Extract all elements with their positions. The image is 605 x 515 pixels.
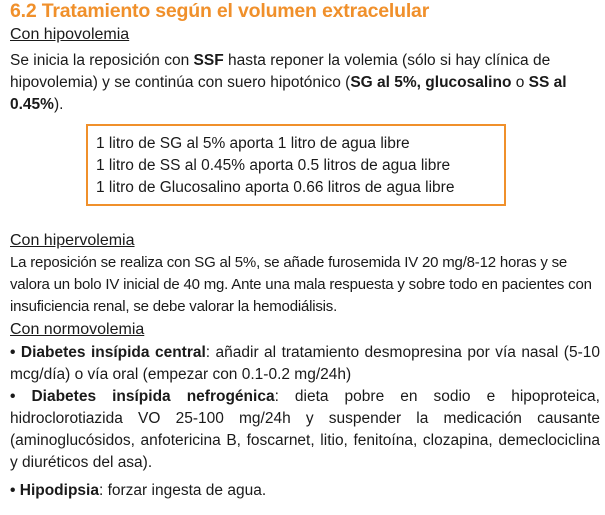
hipovolemia-text-2: hasta reponer la volemia (sólo si hay clínica de hipovolemia) y se continúa con suero hipotónico (	[10, 52, 551, 91]
normovolemia-heading: Con normovolemia	[10, 321, 145, 338]
list-item-diabetes-central	[10, 342, 600, 386]
box-line-glucosalino: 1 litro de Glucosalino aporta 0.66 litros de agua libre	[96, 179, 455, 196]
box-line-ss045: 1 litro de SS al 0.45% aporta 0.5 litros de agua libre	[96, 157, 451, 174]
hipervolemia-paragraph: La reposición se realiza con SG al 5%, se añade furosemida IV 20 mg/8-12 horas y se valora un bolo IV inicial de 40 mg. Ante una mala respuesta y sobre todo en pacientes con insuficiencia renal, se debe valorar la hemodiálisis.	[10, 254, 592, 315]
list-item-diabetes-nefrogenica	[10, 386, 600, 474]
bullet: •	[10, 482, 16, 499]
hipovolemia-paragraph	[10, 50, 600, 116]
hipervolemia-heading: Con hipervolemia	[10, 232, 135, 249]
text-diabetes-central: : añadir al tratamiento desmopresina por vía nasal (5-10 mcg/día) o vía oral (empezar con 0.1-0.2 mg/24h)	[10, 344, 600, 383]
hipovolemia-heading: Con hipovolemia	[10, 26, 130, 43]
bullet: •	[10, 388, 16, 405]
hipovolemia-text-1: Se inicia la reposición con	[10, 52, 194, 69]
term-hipodipsia: Hipodipsia	[19, 482, 99, 499]
hipovolemia-text-3: o	[511, 74, 529, 91]
term-diabetes-nefrogenica: Diabetes insípida nefrogénica	[31, 388, 275, 405]
ssf-term: SSF	[193, 52, 224, 69]
list-item-hipodipsia	[10, 480, 600, 502]
free-water-box	[86, 124, 506, 206]
hipovolemia-text-4: ).	[53, 96, 64, 113]
text-diabetes-nefrogenica: : dieta pobre en sodio e hipoproteica, hidroclorotiazida VO 25-100 mg/24h y suspender la medicación causante (aminoglucósidos, anfotericina B, foscarnet, litio, fenitoína, clozapina, demeclociclina y diuréticos del asa).	[10, 388, 600, 471]
term-diabetes-central: Diabetes insípida central	[20, 344, 206, 361]
bullet: •	[10, 344, 16, 361]
ss045-term: SS al 0.45%	[10, 74, 567, 113]
section-title: 6.2 Tratamiento según el volumen extracelular	[10, 0, 430, 22]
sg5-term: SG al 5%, glucosalino	[350, 74, 512, 91]
box-line-sg5: 1 litro de SG al 5% aporta 1 litro de agua libre	[96, 135, 410, 152]
text-hipodipsia: : forzar ingesta de agua.	[98, 482, 267, 499]
